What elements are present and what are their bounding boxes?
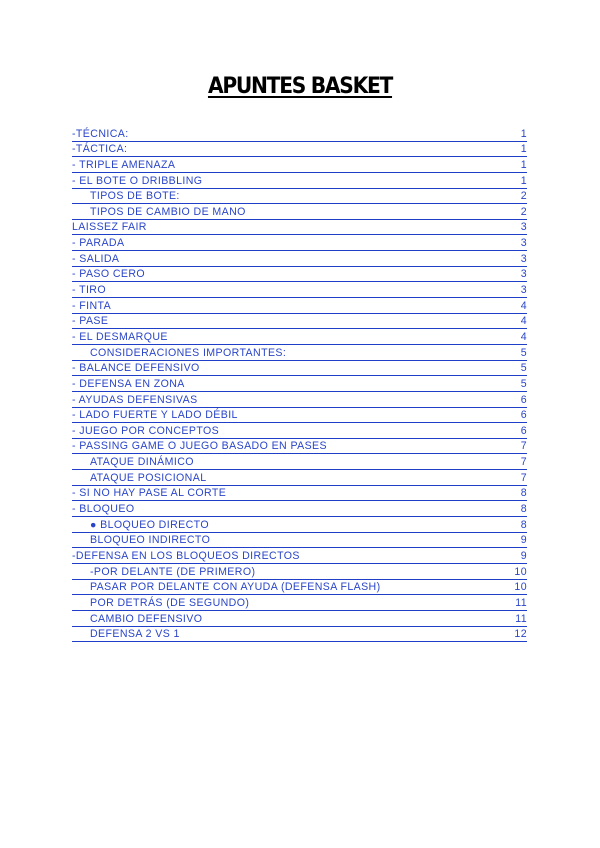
- toc-entry-label: LAISSEZ FAIR: [72, 221, 147, 234]
- toc-entry-label: CAMBIO DEFENSIVO: [90, 612, 203, 625]
- toc-entry-label: - TRIPLE AMENAZA: [72, 158, 176, 171]
- toc-entry-label: ATAQUE DINÁMICO: [90, 456, 194, 469]
- toc-entry-label: BLOQUEO INDIRECTO: [90, 534, 211, 547]
- toc-entry[interactable]: [72, 595, 527, 611]
- toc-entry-label: DEFENSA 2 VS 1: [90, 628, 180, 641]
- toc-entry[interactable]: [72, 392, 527, 408]
- toc-entry[interactable]: [72, 220, 527, 236]
- toc-entry[interactable]: [72, 298, 527, 314]
- toc-entry-page-number: 2: [520, 205, 527, 218]
- toc-entry[interactable]: [72, 439, 527, 455]
- toc-entry-page-number: 2: [520, 190, 527, 203]
- toc-entry-label: - EL BOTE O DRIBBLING: [72, 174, 203, 187]
- toc-entry-page-number: 1: [520, 174, 527, 187]
- toc-entry[interactable]: [72, 376, 527, 392]
- toc-entry-label: ATAQUE POSICIONAL: [90, 471, 207, 484]
- toc-entry-label: - AYUDAS DEFENSIVAS: [72, 393, 198, 406]
- toc-entry-page-number: 3: [520, 268, 527, 281]
- toc-entry[interactable]: [72, 282, 527, 298]
- toc-entry[interactable]: [72, 627, 527, 643]
- toc-entry-page-number: 10: [514, 581, 527, 594]
- toc-entry-label: - TIRO: [72, 284, 106, 297]
- toc-entry-page-number: 3: [520, 237, 527, 250]
- toc-entry[interactable]: [72, 533, 527, 549]
- toc-entry-page-number: 8: [520, 518, 527, 531]
- toc-entry-page-number: 7: [520, 471, 527, 484]
- toc-entry-label: - PASO CERO: [72, 268, 146, 281]
- toc-entry-label: CONSIDERACIONES IMPORTANTES:: [90, 346, 287, 359]
- toc-entry[interactable]: [72, 423, 527, 439]
- toc-entry-page-number: 3: [520, 252, 527, 265]
- toc-entry-page-number: 1: [520, 158, 527, 171]
- toc-entry-label: -TÁCTICA:: [72, 143, 128, 156]
- toc-entry-label: - SALIDA: [72, 252, 120, 265]
- table-of-contents: [72, 126, 527, 642]
- toc-entry-page-number: 5: [520, 346, 527, 359]
- toc-entry-page-number: 10: [514, 565, 527, 578]
- toc-entry[interactable]: [72, 142, 527, 158]
- toc-entry-label: -TÉCNICA:: [72, 127, 129, 140]
- toc-entry-page-number: 11: [515, 596, 527, 609]
- toc-entry[interactable]: [72, 408, 527, 424]
- toc-entry[interactable]: [72, 454, 527, 470]
- toc-entry[interactable]: [72, 251, 527, 267]
- toc-entry-label: - BALANCE DEFENSIVO: [72, 362, 200, 375]
- toc-entry-label: -POR DELANTE (DE PRIMERO): [90, 565, 256, 578]
- toc-entry-label: PASAR POR DELANTE CON AYUDA (DEFENSA FLASH): [90, 581, 381, 594]
- toc-entry[interactable]: [72, 189, 527, 205]
- toc-entry-page-number: 3: [520, 221, 527, 234]
- toc-entry[interactable]: [72, 345, 527, 361]
- toc-entry-page-number: 4: [520, 330, 527, 343]
- toc-entry[interactable]: [72, 267, 527, 283]
- document-title: APUNTES BASKET: [207, 74, 393, 99]
- toc-entry-label: - PARADA: [72, 237, 125, 250]
- toc-entry[interactable]: [72, 470, 527, 486]
- toc-entry-page-number: 3: [520, 284, 527, 297]
- toc-entry-label: POR DETRÁS (DE SEGUNDO): [90, 596, 250, 609]
- toc-entry-page-number: 9: [520, 549, 527, 562]
- toc-entry-page-number: 6: [520, 393, 527, 406]
- toc-entry-label: - SI NO HAY PASE AL CORTE: [72, 487, 227, 500]
- toc-entry-label: -DEFENSA EN LOS BLOQUEOS DIRECTOS: [72, 549, 300, 562]
- toc-entry-label: - FINTA: [72, 299, 112, 312]
- toc-entry[interactable]: [72, 314, 527, 330]
- toc-entry[interactable]: [72, 361, 527, 377]
- toc-entry[interactable]: [72, 548, 527, 564]
- toc-entry-label: - BLOQUEO: [72, 503, 135, 516]
- toc-entry-page-number: 7: [520, 440, 527, 453]
- toc-entry-page-number: 5: [520, 362, 527, 375]
- toc-entry[interactable]: [72, 501, 527, 517]
- toc-entry[interactable]: [72, 126, 527, 142]
- toc-entry[interactable]: [72, 235, 527, 251]
- toc-entry-label: - EL DESMARQUE: [72, 330, 168, 343]
- toc-entry-label: - PASE: [72, 315, 109, 328]
- toc-entry-page-number: 8: [520, 487, 527, 500]
- toc-entry-label: - JUEGO POR CONCEPTOS: [72, 424, 220, 437]
- toc-entry-page-number: 6: [520, 409, 527, 422]
- toc-entry-page-number: 4: [520, 315, 527, 328]
- toc-entry-page-number: 1: [520, 143, 527, 156]
- toc-entry[interactable]: [72, 329, 527, 345]
- toc-entry-label: ● BLOQUEO DIRECTO: [90, 518, 209, 531]
- toc-entry-label: - PASSING GAME O JUEGO BASADO EN PASES: [72, 440, 327, 453]
- toc-entry[interactable]: [72, 564, 527, 580]
- toc-entry[interactable]: [72, 173, 527, 189]
- toc-entry-page-number: 12: [514, 628, 527, 641]
- toc-entry-label: - LADO FUERTE Y LADO DÉBIL: [72, 409, 238, 422]
- toc-entry[interactable]: [72, 204, 527, 220]
- toc-entry[interactable]: [72, 611, 527, 627]
- toc-entry-page-number: 5: [520, 377, 527, 390]
- toc-entry-page-number: 1: [520, 127, 527, 140]
- toc-entry-page-number: 8: [520, 503, 527, 516]
- toc-entry-label: TIPOS DE BOTE:: [90, 190, 180, 203]
- toc-entry[interactable]: [72, 157, 527, 173]
- toc-entry-page-number: 11: [515, 612, 527, 625]
- toc-entry-page-number: 7: [520, 456, 527, 469]
- toc-entry-label: TIPOS DE CAMBIO DE MANO: [90, 205, 246, 218]
- toc-entry[interactable]: [72, 486, 527, 502]
- toc-entry[interactable]: [72, 580, 527, 596]
- toc-entry-page-number: 6: [520, 424, 527, 437]
- toc-entry-label: - DEFENSA EN ZONA: [72, 377, 185, 390]
- toc-entry[interactable]: [72, 517, 527, 533]
- toc-entry-page-number: 9: [520, 534, 527, 547]
- toc-entry-page-number: 4: [520, 299, 527, 312]
